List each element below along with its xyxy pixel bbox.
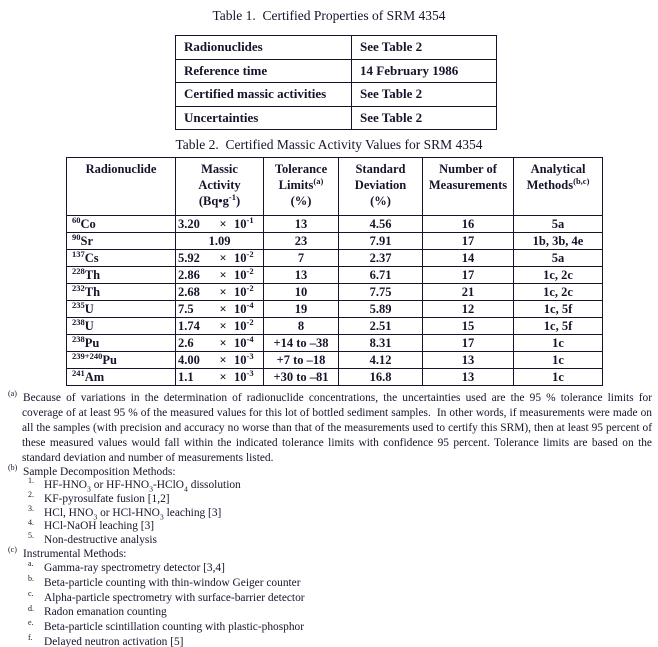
subscript: 3 [149, 484, 154, 494]
decomposition-method-item: $^{1.}$ $HF-HNO_3$ or $HF-HNO_3-HClO_4$ dissolution [28, 476, 241, 494]
instrumental-method-item: $^{e.}$ Beta-particle scintillation counting with plastic-phosphor [28, 618, 305, 634]
number-of-measurements-cell: 16 [423, 216, 514, 233]
instrumental-method-item: $^{d.}$ Radon emanation counting [28, 603, 167, 619]
instrumental-method-item: $^{b.}$ Beta-particle counting with thin-window Geiger counter [28, 573, 301, 589]
multiplication-sign: × [219, 250, 227, 265]
massic-activity-cell [176, 216, 264, 233]
massic-power: $10^{-3}$ [234, 351, 254, 367]
radionuclide-cell: $^{228}$Th [67, 267, 176, 284]
radionuclide-cell: $^{235}$U [67, 301, 176, 318]
superscript: 238 [72, 334, 85, 344]
multiplication-sign: × [219, 301, 227, 316]
analytical-methods-cell: 1c [514, 335, 603, 352]
analytical-methods-cell: 1c, 5f [514, 318, 603, 335]
tolerance-limits-cell: +14 to –38 [264, 335, 339, 352]
massic-mantissa: 7.5 [178, 301, 194, 316]
massic-exponent: -3 [246, 368, 254, 378]
analytical-methods-cell: 1b, 3b, 4e [514, 233, 603, 250]
footnote-c-items [8, 561, 652, 647]
decomposition-method-item: $^{2.}$ KF-pyrosulfate fusion [1,2] [28, 490, 170, 505]
massic-power: $10^{-2}$ [234, 283, 254, 299]
table2-row [67, 250, 603, 267]
table2-row [67, 301, 603, 318]
standard-deviation-cell: 6.71 [339, 267, 423, 284]
table2-header-row [67, 158, 603, 216]
massic-mantissa: 5.92 [178, 250, 200, 265]
footnote-c-heading-text: Instrumental Methods: [23, 547, 127, 560]
table2-header-massic-activity: Massic Activity $(Bq•g^{-1})$ [176, 158, 264, 216]
massic-mantissa: 3.20 [178, 216, 200, 231]
table1-row [176, 83, 497, 107]
footnote-a: $^{(a)}$ Because of variations in the determination of radionuclide concentrations, the uncertainties used are the 95 % tolerance limits for coverage of at least 95 % of the measured values for this lot of bottled sediment samples. In other words, if measurements were made on all the samples (with precision and accuracy no worse than that of the measurements used to certify this SRM), then at least 95 percent of these measured values would fall within the indicated tolerance limits with confidence 95 percent. Tolerance limits are based on the standard deviation and number of measurements listed. [8, 389, 652, 464]
number-of-measurements-cell: 17 [423, 335, 514, 352]
standard-deviation-cell: 4.12 [339, 352, 423, 369]
radionuclide-cell: $^{90}$Sr [67, 233, 176, 250]
superscript: -1 [228, 191, 236, 202]
table1-row [176, 59, 497, 83]
tolerance-limits-cell: 13 [264, 216, 339, 233]
tolerance-limits-cell: 8 [264, 318, 339, 335]
footnote-a-text: Because of variations in the determination of radionuclide concentrations, the uncertainties used are the 95 % tolerance limits for coverage of at least 95 % of the measured values for this lot of bottled sediment samples. In other words, if measurements were made on all the samples (with precision and accuracy no worse than that of the measurements used to certify this SRM), then at least 95 percent of these measured values would fall within the indicated tolerance limits with confidence 95 percent. Tolerance limits are based on the standard deviation and number of measurements listed. [22, 392, 652, 464]
table2-row [67, 216, 603, 233]
number-of-measurements-cell: 13 [423, 352, 514, 369]
table2 [66, 157, 603, 386]
table1-row [176, 36, 497, 60]
standard-deviation-cell: 2.37 [339, 250, 423, 267]
massic-mantissa: 1.74 [178, 318, 200, 333]
massic-activity-cell [176, 284, 264, 301]
massic-power: $10^{-4}$ [234, 334, 254, 350]
tolerance-limits-cell: 13 [264, 267, 339, 284]
table2-row [67, 352, 603, 369]
table2-row [67, 318, 603, 335]
massic-exponent: -1 [246, 215, 254, 225]
subscript: 3 [159, 511, 164, 521]
number-of-measurements-cell: 14 [423, 250, 514, 267]
number-of-measurements-cell: 21 [423, 284, 514, 301]
table2-header-analytical-methods: Analytical Methods$^{(b,c)}$ [514, 158, 603, 216]
massic-mantissa: 2.68 [178, 284, 200, 299]
massic-power: $10^{-2}$ [234, 266, 254, 282]
tolerance-limits-cell: +7 to –18 [264, 352, 339, 369]
analytical-methods-cell: 1c [514, 352, 603, 369]
table1-row [176, 106, 497, 130]
footnote-b-heading-text: Sample Decomposition Methods: [23, 466, 176, 478]
analytical-methods-cell: 1c, 5f [514, 301, 603, 318]
table2-row [67, 335, 603, 352]
massic-activity-cell [176, 335, 264, 352]
massic-power: $10^{-2}$ [234, 249, 254, 265]
table1-property-cell: Radionuclides [176, 36, 352, 60]
table2-header [67, 158, 603, 216]
multiplication-sign: × [219, 352, 227, 367]
massic-activity-cell [176, 369, 264, 386]
superscript: 232 [72, 283, 85, 293]
number-of-measurements-cell: 12 [423, 301, 514, 318]
massic-mantissa: 2.86 [178, 267, 200, 282]
decomposition-method-item: $^{5.}$ Non-destructive analysis [28, 531, 157, 547]
tolerance-limits-cell: 10 [264, 284, 339, 301]
table2-body [67, 216, 603, 386]
subscript: 3 [93, 511, 98, 521]
standard-deviation-cell: 16.8 [339, 369, 423, 386]
footnote-b-heading: $^{(b)}$ Sample Decomposition Methods: [8, 463, 176, 478]
analytical-methods-cell: 1c, 2c [514, 267, 603, 284]
tolerance-limits-cell: 19 [264, 301, 339, 318]
superscript: 241 [72, 368, 85, 378]
subscript: 4 [184, 484, 188, 494]
massic-power: $10^{-3}$ [234, 368, 254, 384]
analytical-methods-cell: 1c [514, 369, 603, 386]
table1-value-cell: See Table 2 [352, 83, 497, 107]
analytical-methods-cell: 1c, 2c [514, 284, 603, 301]
instrumental-method-item: $^{a.}$ Gamma-ray spectrometry detector [3,4] [28, 559, 225, 574]
standard-deviation-cell: 7.91 [339, 233, 423, 250]
table2-title: Table 2. Certified Massic Activity Values for SRM 4354 [175, 137, 483, 152]
superscript: (b,c) [573, 175, 590, 186]
massic-power: $10^{-1}$ [234, 215, 254, 231]
table2-header-number-of-measurements: Number of Measurements [423, 158, 514, 216]
massic-power: $10^{-4}$ [234, 300, 254, 316]
massic-exponent: -3 [246, 351, 254, 361]
tolerance-limits-cell: 7 [264, 250, 339, 267]
massic-mantissa: 4.00 [178, 352, 200, 367]
massic-activity-cell [176, 250, 264, 267]
number-of-measurements-cell: 13 [423, 369, 514, 386]
massic-power: $10^{-2}$ [234, 317, 254, 333]
table1-property-cell: Reference time [176, 59, 352, 83]
decomposition-method-item: $^{4.}$ HCl-NaOH leaching [3] [28, 517, 155, 533]
table2-row [67, 233, 603, 250]
table2-header-standard-deviation: Standard Deviation (%) [339, 158, 423, 216]
table2-row [67, 267, 603, 284]
massic-exponent: -2 [246, 266, 254, 276]
multiplication-sign: × [219, 335, 227, 350]
superscript: 239+240 [72, 351, 103, 361]
massic-exponent: -2 [246, 249, 254, 259]
instrumental-method-item: $^{f.}$ Delayed neutron activation [5] [28, 633, 184, 647]
superscript: 238 [72, 317, 85, 327]
tolerance-limits-cell: +30 to –81 [264, 369, 339, 386]
tolerance-limits-cell: 23 [264, 233, 339, 250]
radionuclide-cell: $^{238}$U [67, 318, 176, 335]
decomposition-method-item: $^{3.}$ HCl, $HNO_3$ or HCl-$HNO_3$ leaching [3] [28, 503, 222, 521]
superscript: (a) [313, 175, 324, 186]
standard-deviation-cell: 2.51 [339, 318, 423, 335]
massic-exponent: -4 [246, 300, 254, 310]
table1-value-cell: See Table 2 [352, 36, 497, 60]
multiplication-sign: × [219, 369, 227, 384]
massic-mantissa: 2.6 [178, 335, 194, 350]
multiplication-sign: × [219, 318, 227, 333]
table2-header-radionuclide: Radionuclide [67, 158, 176, 216]
table2-row [67, 284, 603, 301]
massic-activity-cell [176, 267, 264, 284]
radionuclide-cell: $^{238}$Pu [67, 335, 176, 352]
number-of-measurements-cell: 17 [423, 267, 514, 284]
subscript: 3 [87, 484, 91, 494]
massic-exponent: -2 [246, 283, 254, 293]
number-of-measurements-cell: 17 [423, 233, 514, 250]
table2-header-tolerance-limits: Tolerance Limits$^{(a)}$ (%) [264, 158, 339, 216]
table1-property-cell: Certified massic activities [176, 83, 352, 107]
massic-mantissa: 1.1 [178, 369, 194, 384]
table1-title: Table 1. Certified Properties of SRM 4354 [212, 8, 446, 23]
radionuclide-cell: $^{239+240}$Pu [67, 352, 176, 369]
massic-exponent: -4 [246, 334, 254, 344]
instrumental-method-item: $^{c.}$ Alpha-particle spectrometry with surface-barrier detector [28, 588, 305, 604]
radionuclide-cell: $^{137}$Cs [67, 250, 176, 267]
analytical-methods-cell: 5a [514, 216, 603, 233]
massic-activity-cell [176, 318, 264, 335]
multiplication-sign: × [219, 216, 227, 231]
table1-property-cell: Uncertainties [176, 106, 352, 130]
superscript: 137 [72, 249, 85, 259]
massic-activity-cell: 1.09 [176, 233, 264, 250]
radionuclide-cell: $^{232}$Th [67, 284, 176, 301]
analytical-methods-cell: 5a [514, 250, 603, 267]
superscript: 90 [72, 232, 81, 242]
radionuclide-cell: $^{60}$Co [67, 216, 176, 233]
number-of-measurements-cell: 15 [423, 318, 514, 335]
footnote-b-items [8, 476, 652, 548]
table2-row [67, 369, 603, 386]
footnote-c-heading: $^{(c)}$ Instrumental Methods: [8, 545, 127, 560]
superscript: 60 [72, 215, 81, 225]
massic-activity-cell [176, 352, 264, 369]
table1-value-cell: See Table 2 [352, 106, 497, 130]
massic-activity-cell [176, 301, 264, 318]
footnotes-section [8, 391, 652, 647]
table1-body [176, 36, 497, 130]
radionuclide-cell: $^{241}$Am [67, 369, 176, 386]
multiplication-sign: × [219, 284, 227, 299]
massic-exponent: -2 [246, 317, 254, 327]
table1-value-cell: 14 February 1986 [352, 59, 497, 83]
table1 [175, 35, 497, 130]
superscript: 235 [72, 300, 85, 310]
standard-deviation-cell: 5.89 [339, 301, 423, 318]
superscript: 228 [72, 266, 85, 276]
standard-deviation-cell: 4.56 [339, 216, 423, 233]
standard-deviation-cell: 7.75 [339, 284, 423, 301]
standard-deviation-cell: 8.31 [339, 335, 423, 352]
multiplication-sign: × [219, 267, 227, 282]
